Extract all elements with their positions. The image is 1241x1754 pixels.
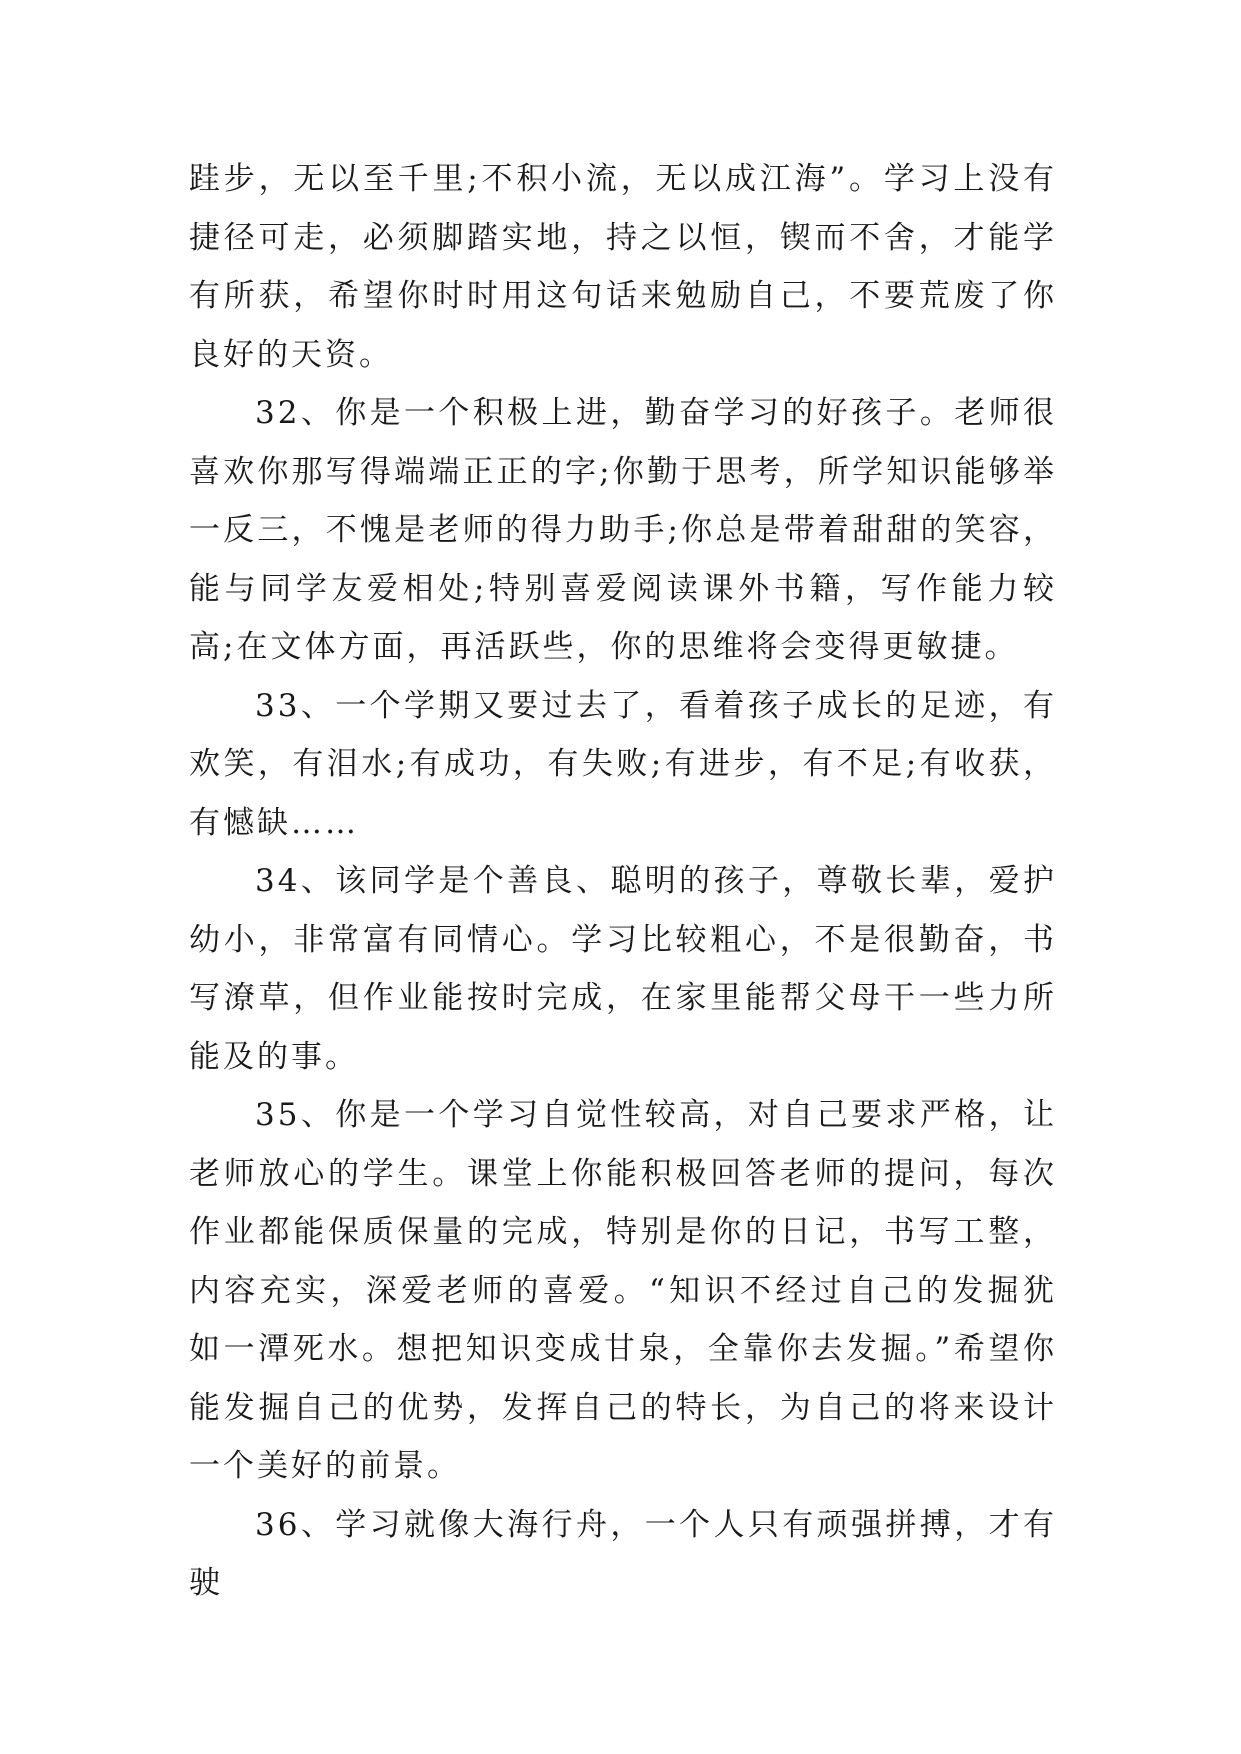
- paragraph-comment-36: 36、学习就像大海行舟，一个人只有顽强拼搏，才有驶: [189, 1506, 1057, 1601]
- document-body: [189, 150, 1057, 1613]
- paragraph-comment-35: 35、你是一个学习自觉性较高，对自己要求严格，让老师放心的学生。课堂上你能积极回答老师的提问，每次作业都能保质保量的完成，特别是你的日记，书写工整，内容充实，深爱老师的喜爱。“知识不经过自己的发掘犹如一潭死水。想把知识变成甘泉，全靠你去发掘。”希望你能发掘自己的优势，发挥自己的特长，为自己的将来设计一个美好的前景。: [189, 1097, 1057, 1484]
- paragraph-continued: 跬步，无以至千里;不积小流，无以成江海”。学习上没有捷径可走，必须脚踏实地，持之以恒，锲而不舍，才能学有所获，希望你时时用这句话来勉励自己，不要荒废了你良好的天资。: [189, 161, 1057, 373]
- paragraph-comment-34: 34、该同学是个善良、聪明的孩子，尊敬长辈，爱护幼小，非常富有同情心。学习比较粗心，不是很勤奋，书写潦草，但作业能按时完成，在家里能帮父母干一些力所能及的事。: [189, 863, 1057, 1075]
- paragraph-comment-32: 32、你是一个积极上进，勤奋学习的好孩子。老师很喜欢你那写得端端正正的字;你勤于思考，所学知识能够举一反三，不愧是老师的得力助手;你总是带着甜甜的笑容，能与同学友爱相处;特别喜爱阅读课外书籍，写作能力较高;在文体方面，再活跃些，你的思维将会变得更敏捷。: [189, 395, 1057, 665]
- paragraph-comment-33: 33、一个学期又要过去了，看着孩子成长的足迹，有欢笑，有泪水;有成功，有失败;有进步，有不足;有收获，有憾缺……: [189, 687, 1057, 841]
